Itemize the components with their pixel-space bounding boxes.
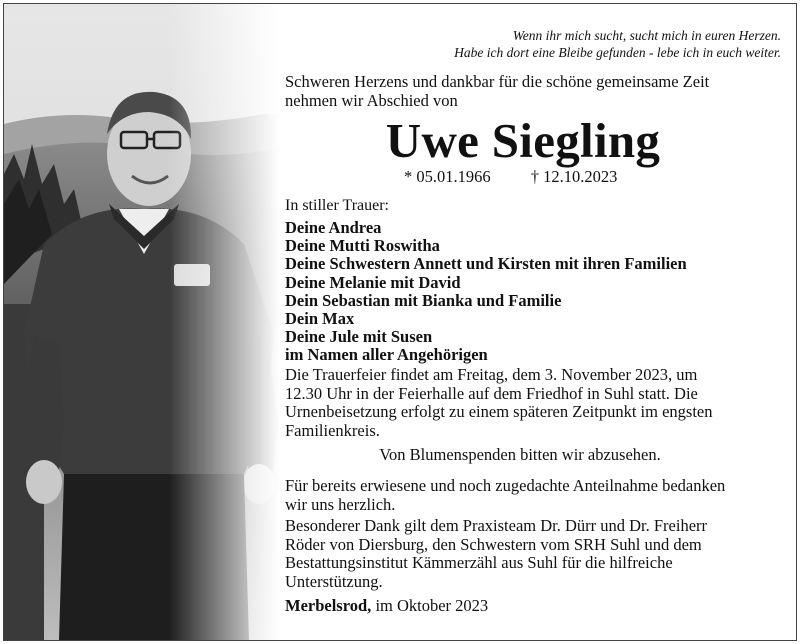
- quote-line: Wenn ihr mich sucht, sucht mich in euren Herzen.: [512, 28, 781, 43]
- mourner-item: im Namen aller Angehörigen: [285, 345, 488, 365]
- place-date: [285, 597, 755, 616]
- birth-date: * 05.01.1966: [404, 167, 491, 186]
- intro-line: nehmen wir Abschied von: [285, 91, 458, 110]
- mourner-item: Deine Mutti Roswitha: [285, 236, 440, 256]
- funeral-line: Familienkreis.: [285, 420, 380, 440]
- portrait-photo-icon: [4, 4, 304, 640]
- death-date: † 12.10.2023: [530, 167, 618, 186]
- mourner-item: Deine Schwestern Annett und Kirsten mit ihren Familien: [285, 254, 687, 274]
- special-thanks: [285, 517, 755, 591]
- memorial-quote: [381, 27, 781, 61]
- special-thanks-line: Röder von Diersburg, den Schwestern vom SRH Suhl und dem: [285, 534, 702, 554]
- mourner-item: Dein Max: [285, 309, 355, 329]
- flowers-note: Von Blumenspenden bitten wir abzusehen.: [379, 445, 661, 464]
- intro-text: [285, 72, 761, 110]
- special-thanks-line: Bestattungsinstitut Kämmerzähl aus Suhl für die hilfreiche: [285, 553, 673, 573]
- thanks-line: wir uns herzlich.: [285, 494, 396, 514]
- funeral-info: [285, 366, 755, 440]
- funeral-line: Die Trauerfeier findet am Freitag, dem 3. November 2023, um: [285, 365, 698, 384]
- funeral-line: 12.30 Uhr in der Feierhalle auf dem Friedhof in Suhl statt. Die: [285, 383, 698, 403]
- intro-line: Schweren Herzens und dankbar für die schöne gemeinsame Zeit: [285, 72, 710, 91]
- mourner-list: [285, 219, 687, 365]
- mourner-item: Deine Andrea: [285, 218, 382, 237]
- quote-line: Habe ich dort eine Bleibe gefunden - lebe ich in euch weiter.: [454, 45, 781, 60]
- obituary-frame: [3, 3, 797, 641]
- special-thanks-line: Unterstützung.: [285, 571, 383, 591]
- life-dates: [404, 167, 617, 187]
- date-text: im Oktober 2023: [375, 596, 489, 615]
- special-thanks-line: Besonderer Dank gilt dem Praxisteam Dr. Dürr und Dr. Freiherr: [285, 516, 708, 535]
- thanks-note: [285, 477, 755, 514]
- thanks-line: Für bereits erwiesene und noch zugedachte Anteilnahme bedanken: [285, 476, 726, 495]
- funeral-line: Urnenbeisetzung erfolgt zu einem späteren Zeitpunkt im engsten: [285, 402, 713, 422]
- mourner-item: Deine Jule mit Susen: [285, 327, 433, 347]
- mourner-item: Dein Sebastian mit Bianka und Familie: [285, 290, 562, 310]
- deceased-name: Uwe Siegling: [385, 113, 661, 168]
- place-name: Merbelsrod,: [285, 596, 372, 615]
- mourning-label: In stiller Trauer:: [285, 197, 389, 214]
- mourner-item: Deine Melanie mit David: [285, 272, 461, 292]
- portrait-photo: [4, 4, 304, 640]
